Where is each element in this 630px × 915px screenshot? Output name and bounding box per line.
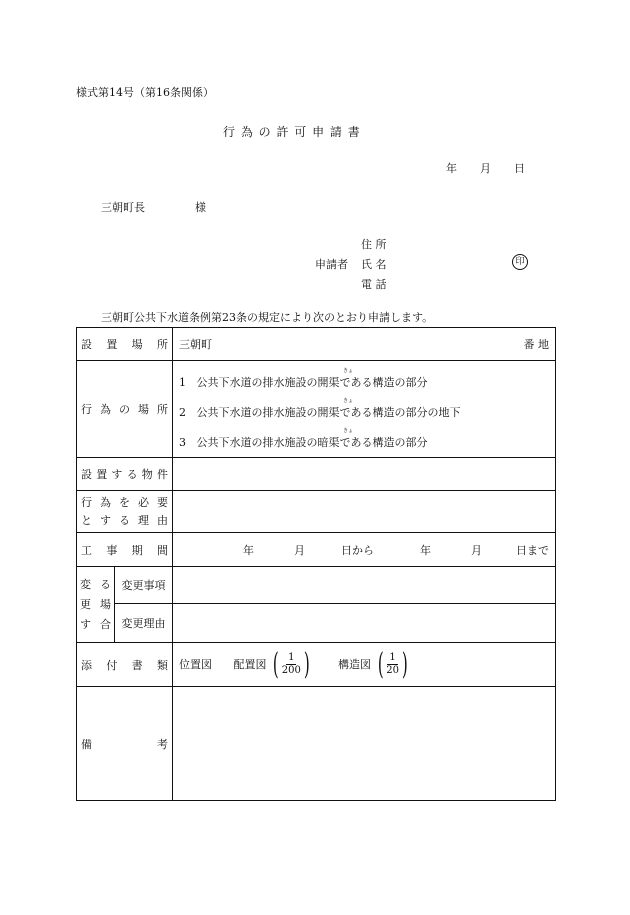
date-month[interactable]: 月 [480,162,491,175]
honorific: 様 [195,201,206,214]
act-place-label: 行 為 の 場 所 [77,361,173,458]
ruby-kyo-3: きょ [343,428,354,434]
addressee: 三朝町長 [101,201,145,214]
name-label[interactable]: 氏 名 [361,258,387,271]
row-period [77,533,556,567]
object-label: 設置する物件 [77,458,173,491]
object-field[interactable] [173,458,556,491]
remarks-field[interactable] [173,687,556,801]
layout-scale: ( 1 200 ) [272,646,310,682]
location-label: 設 置 場 所 [77,328,173,361]
row-act-place [77,361,556,458]
structure-scale: ( 1 20 ) [377,646,408,682]
date-year[interactable]: 年 [446,162,457,175]
address-label[interactable]: 住 所 [361,238,387,251]
applicant-label: 申請者 [315,258,348,271]
row-location [77,328,556,361]
seal-icon: 印 [512,254,528,270]
layout-map: 配置図 [233,657,267,671]
act-place-item-1[interactable]: きょ 1 公共下水道の排水施設の開渠である構造の部分 [179,368,428,389]
change-item-field[interactable] [173,567,556,604]
phone-label[interactable]: 電 話 [361,278,387,291]
row-change-reason [77,604,556,643]
period-field[interactable]: 年 月 日から 年 月 日まで [173,533,556,567]
remarks-label: 備 考 [77,687,173,801]
change-reason-label: 変更理由 [115,604,173,643]
ruby-kyo-1: きょ [343,368,354,374]
reason-label: 行 為 を 必 要 と す る 理 由 [77,491,173,533]
reason-field[interactable] [173,491,556,533]
location-banchi: 番 地 [523,338,549,351]
form-number: 様式第14号（第16条関係） [76,86,214,99]
row-object [77,458,556,491]
location-map: 位置図 [179,657,212,671]
act-place-item-3[interactable]: きょ 3 公共下水道の排水施設の暗渠である構造の部分 [179,428,428,449]
ruby-kyo-2: きょ [343,398,354,404]
row-change-item [77,567,556,604]
change-item-label: 変更事項 [115,567,173,604]
intro-text: 三朝町公共下水道条例第23条の規定により次のとおり申請します。 [101,311,434,324]
structure-map: 構造図 [338,657,372,671]
period-label: 工 事 期 間 [77,533,173,567]
location-field[interactable] [173,328,556,361]
act-place-field [173,361,556,458]
row-remarks [77,687,556,801]
change-reason-field[interactable] [173,604,556,643]
application-table [76,327,556,801]
row-attachments [77,643,556,687]
location-town: 三朝町 [179,338,212,351]
attachments-field [173,643,556,687]
row-reason [77,491,556,533]
attachments-label: 添 付 書 類 [77,643,173,687]
page-title: 行 為 の 許 可 申 請 書 [223,125,361,139]
change-label: 変 る 更 場 す 合 [77,567,115,643]
date-day[interactable]: 日 [514,162,525,175]
act-place-item-2[interactable]: きょ 2 公共下水道の排水施設の開渠である構造の部分の地下 [179,398,461,419]
